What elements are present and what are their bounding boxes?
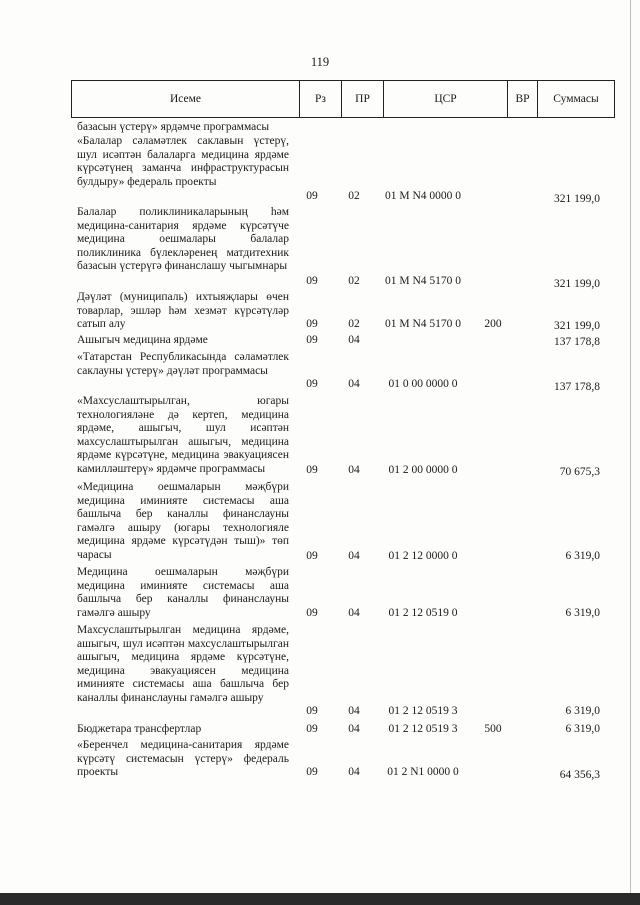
row-csr: 01 0 00 0000 0 <box>388 378 458 390</box>
scan-bottom-border <box>0 893 640 905</box>
row-name: «Балалар сәламәтлек саклавын үстерү, шул исәптән балаларга медицина ярдәме күрсәтүнең заманча инфраструктурасын булдыру» федераль проекты <box>77 135 289 188</box>
row-rz: 09 <box>306 607 318 619</box>
row-pr: 02 <box>348 190 360 202</box>
scan-edge-line <box>630 0 631 893</box>
row-name: базасын үстерү» ярдәмче программасы <box>77 121 270 133</box>
page-number: 119 <box>310 55 330 69</box>
row-pr: 04 <box>348 378 360 390</box>
row-pr: 04 <box>348 705 360 717</box>
row-pr: 04 <box>348 766 360 778</box>
row-sum: 6 319,0 <box>565 550 600 562</box>
row-rz: 09 <box>306 723 318 735</box>
row-name: «Беренчел медицина-санитария ярдәме күрсәтү системасын үстерү» федераль проекты <box>77 739 289 778</box>
row-vr: 200 <box>484 318 502 330</box>
row-rz: 09 <box>306 550 318 562</box>
row-pr: 02 <box>348 318 360 330</box>
column-header-rz: Рз <box>300 81 342 118</box>
row-rz: 09 <box>306 378 318 390</box>
row-rz: 09 <box>306 464 318 476</box>
row-pr: 04 <box>348 607 360 619</box>
row-csr: 01 2 12 0519 3 <box>388 723 458 735</box>
row-rz: 09 <box>306 190 318 202</box>
row-csr: 01 2 12 0519 3 <box>388 705 458 717</box>
row-name: Балалар поликлиникаларының һәм медицина-санитария ярдәме күрсәтүче медицина оешмалары балалар поликлиника бүлекләренең матдитехник базасын үстерүгә финанслашу чыгымнары <box>77 206 289 272</box>
row-sum: 6 319,0 <box>565 723 600 735</box>
row-name: Ашыгыч медицина ярдәме <box>77 334 208 346</box>
row-sum: 6 319,0 <box>565 705 600 717</box>
row-pr: 04 <box>348 723 360 735</box>
row-csr: 01 2 00 0000 0 <box>388 464 458 476</box>
row-rz: 09 <box>306 705 318 717</box>
row-rz: 09 <box>306 766 318 778</box>
row-name: «Татарстан Республикасында сәламәтлек саклауны үстерү» дәүләт программасы <box>77 351 289 377</box>
column-header-sum: Суммасы <box>538 81 615 118</box>
row-name: Бюджетара трансфертлар <box>77 723 202 735</box>
row-name: Дәүләт (муниципаль) ихтыяҗлары өчен товарлар, эшләр һәм хезмәт күрсәтүләр сатып алу <box>77 291 289 330</box>
row-pr: 02 <box>348 275 360 287</box>
row-csr: 01 2 12 0519 0 <box>388 607 458 619</box>
column-header-csr: ЦСР <box>384 81 508 118</box>
row-sum: 321 199,0 <box>554 278 600 290</box>
row-sum: 64 356,3 <box>559 769 600 781</box>
budget-table-header <box>71 80 615 118</box>
row-sum: 70 675,3 <box>559 466 600 478</box>
row-name: «Медицина оешмаларын мәҗбүри медицина иминияте системасы аша башлыча бер каналлы финанслауны гамәлгә ашыру (югары технологияле медицина ярдәме күрсәтүдән тыш)» төп чарасы <box>77 481 289 561</box>
row-name: Медицина оешмаларын мәҗбүри медицина иминияте системасы аша башлыча бер каналлы финанслауны гамәлгә ашыру <box>77 566 289 619</box>
row-csr: 01 М N4 0000 0 <box>384 190 462 202</box>
row-pr: 04 <box>348 334 360 346</box>
column-header-vr: ВР <box>508 81 538 118</box>
row-pr: 04 <box>348 550 360 562</box>
column-header-name: Исеме <box>72 81 300 118</box>
row-sum: 321 199,0 <box>554 320 600 332</box>
row-name: «Махсуслаштырылган, югары технологияләне дә кертеп, медицина ярдәме, ашыгыч, шул исәптән махсуслаштырылган ашыгыч, медицина ярдәме күрсәтүне, медицина эвакуациясен камилләштерү» ярдәмче программасы <box>77 395 289 475</box>
row-csr: 01 2 N1 0000 0 <box>387 766 459 778</box>
row-csr: 01 М N4 5170 0 <box>384 318 462 330</box>
row-rz: 09 <box>306 334 318 346</box>
row-pr: 04 <box>348 464 360 476</box>
row-name: Махсуслаштырылган медицина ярдәме, ашыгыч, шул исәптән махсуслаштырылган ашыгыч, медицина ярдәме күрсәтүне, медицина эвакуациясен медицина иминияте системасы аша башлыча бер каналлы финанслауны гамәлгә ашыру <box>77 624 289 704</box>
row-rz: 09 <box>306 275 318 287</box>
row-sum: 137 178,8 <box>554 336 600 348</box>
column-header-pr: ПР <box>342 81 384 118</box>
row-rz: 09 <box>306 318 318 330</box>
row-sum: 321 199,0 <box>554 193 600 205</box>
row-vr: 500 <box>484 723 502 735</box>
row-csr: 01 М N4 5170 0 <box>384 275 462 287</box>
row-csr: 01 2 12 0000 0 <box>388 550 458 562</box>
row-sum: 6 319,0 <box>565 607 600 619</box>
row-sum: 137 178,8 <box>554 381 600 393</box>
